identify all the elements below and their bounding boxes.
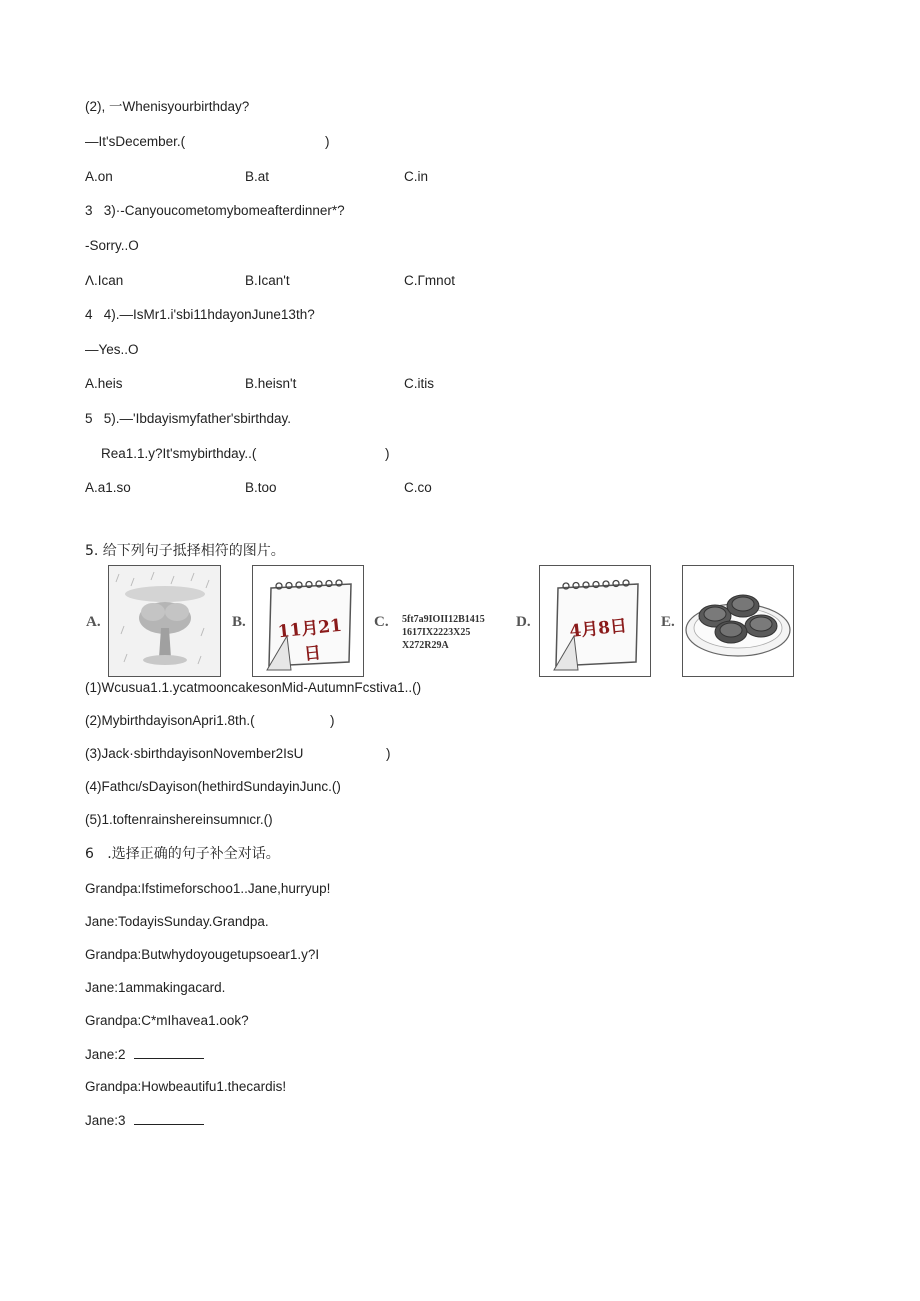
sentence-5: (5)1.toftenrainshereinsumnιcr.(): [85, 812, 273, 827]
section-6-title: 6 .选择正确的句子补全对话。: [85, 846, 280, 862]
sentence-2: (2)MybirthdayisonApri1.8th.(: [85, 713, 255, 728]
calendar-date: 4月8日: [568, 616, 628, 642]
option-c: C.co: [404, 480, 432, 495]
calendar-grid-line-2: 1617IX2223X25: [402, 627, 471, 638]
dialogue-line: Jane:TodayisSunday.Grandpa.: [85, 914, 269, 929]
sentence-3-paren: ): [386, 746, 391, 761]
answer-blank[interactable]: [134, 1046, 204, 1059]
option-b: B.Ican't: [245, 273, 290, 288]
sentence-3: (3)Jack·sbirthdayisonNovember2IsU: [85, 746, 304, 761]
option-a: A.on: [85, 169, 113, 184]
dialogue-line: Grandpa:Ifstimeforschoo1..Jane,hurryup!: [85, 881, 331, 896]
picture-b-calendar: [252, 565, 364, 677]
mooncake-icon: [683, 566, 793, 676]
option-b: B.heisn't: [245, 376, 297, 391]
picture-d-calendar: [539, 565, 651, 677]
question-text: 3 3)·-Canyoucometomybomeafterdinner*?: [85, 203, 345, 218]
option-a: A.heis: [85, 376, 123, 391]
answer-blank[interactable]: [134, 1112, 204, 1125]
dialogue-line-text: Jane:2: [85, 1047, 126, 1062]
picture-a-label: A.: [86, 614, 101, 630]
dialogue-line: Grandpa:Howbeautifu1.thecardis!: [85, 1079, 287, 1094]
picture-e-mooncakes: [682, 565, 794, 677]
dialogue-line: Grandpa:Butwhydoyougetupsoear1.y?I: [85, 947, 320, 962]
answer-line: Rea1.1.y?It'smybirthday..(: [101, 446, 257, 461]
picture-b-label: B.: [232, 614, 246, 630]
sentence-2-paren: ): [330, 713, 335, 728]
option-c: C.itis: [404, 376, 434, 391]
option-b: B.too: [245, 480, 277, 495]
option-a: Λ.Ican: [85, 273, 124, 288]
question-text: 5 5).—'Ibdayismyfather'sbirthday.: [85, 411, 291, 426]
dialogue-line-text: Jane:3: [85, 1113, 126, 1128]
picture-d-label: D.: [516, 614, 531, 630]
rain-tree-icon: [109, 566, 220, 676]
picture-e-label: E.: [661, 614, 675, 630]
answer-paren-close: ): [385, 446, 390, 461]
option-c: C.in: [404, 169, 429, 184]
dialogue-line: Jane:1ammakingacard.: [85, 980, 226, 995]
section-5-title: 5. 给下列句子抵择相符的图片。: [85, 543, 285, 559]
answer-line: —Yes..O: [85, 342, 139, 357]
calendar-grid-line-1: 5ft7a9IOII12B1415: [402, 614, 485, 625]
answer-line: —It'sDecember.(: [85, 134, 186, 149]
answer-line: -Sorry..O: [85, 238, 139, 253]
calendar-date: 11月21日: [276, 615, 343, 665]
picture-c-label: C.: [374, 614, 389, 630]
dialogue-line-blank: [85, 1112, 204, 1129]
dialogue-line: Grandpa:C*mIhavea1.ook?: [85, 1013, 249, 1028]
sentence-1: (1)Wcusua1.1.ycatmooncakesonMid-AutumnFcstiva1..(): [85, 680, 422, 695]
calendar-grid-line-3: X272R29A: [402, 640, 449, 651]
answer-paren-close: ): [325, 134, 330, 149]
sentence-4: (4)Fathcι/sDayison(hethirdSundayinJunc.(): [85, 779, 341, 794]
dialogue-line-blank: [85, 1046, 204, 1063]
question-text: (2), 一Whenisyourbirthday?: [85, 99, 250, 114]
option-a: A.a1.so: [85, 480, 131, 495]
picture-a-rain-tree: [108, 565, 221, 677]
option-c: C.Γmnot: [404, 273, 455, 288]
question-text: 4 4).—IsMr1.i'sbi11hdayonJune13th?: [85, 307, 315, 322]
option-b: B.at: [245, 169, 270, 184]
